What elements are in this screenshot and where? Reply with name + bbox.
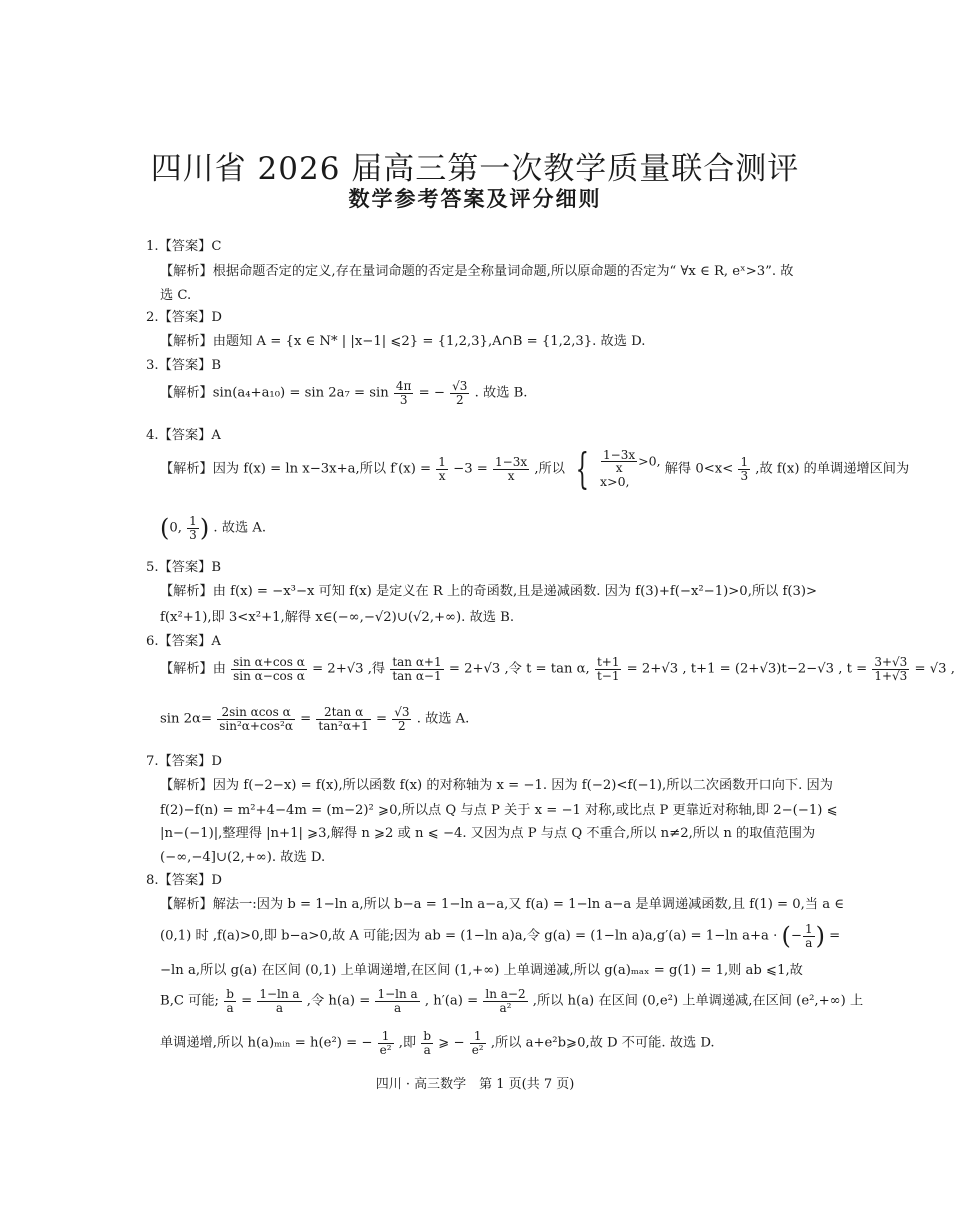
fraction: $\frac{1}{3}$ (189, 513, 197, 542)
q4-explanation-line2: (0, $\frac{1}{3}$ ) . 故选 A. (160, 513, 267, 542)
q8-explanation-line2: (0,1) 时 ,f(a)>0,即 b−a>0,故 A 可能;因为 ab = (1−ln a)a,令 g(a) = (1−ln a)a,g′(a) = 1−ln a+a · (− $\frac{1}{a}$ ) = (160, 921, 841, 950)
fraction: $\frac{\text{tan α+1}}{\text{tan α−1}}$ (392, 655, 442, 683)
fraction: $\frac{1}{x}$ (438, 454, 446, 483)
q2-answer: 2.【答案】D (146, 310, 222, 325)
fraction: $\frac{4\pi}{3}$ (395, 379, 412, 407)
fraction: $\frac{1}{\text{e²}}$ (471, 1029, 484, 1057)
fraction: $\frac{3+√3}{1+√3}$ (874, 655, 908, 683)
fraction: $\frac{\text{1−ln a}}{a}$ (259, 987, 300, 1015)
q1-answer: 1.【答案】C (146, 239, 222, 254)
inequality-system: $\frac{1-3x}{x}$ >0, x>0, (600, 447, 661, 489)
fraction: $\frac{√3}{2}$ (394, 705, 410, 733)
fraction: $\frac{\text{1−ln a}}{a}$ (377, 987, 418, 1015)
q8-explanation-line1: 【解析】解法一:因为 b = 1−ln a,所以 b−a = 1−ln a−a,又 f(a) = 1−ln a−a 是单调递减函数,且 f(1) = 0,当 a ∈ (160, 897, 845, 912)
q3-answer: 3.【答案】B (146, 358, 222, 373)
q5-explanation-line2: f(x²+1),即 3<x²+1,解得 x∈(−∞,−√2)∪(√2,+∞). 故选 B. (160, 610, 515, 625)
q3-explanation: 【解析】sin(a₄+a₁₀) = sin 2a₇ = sin $\frac{4\pi}{3}$ = − $\frac{√3}{2}$ . 故选 B. (160, 379, 528, 407)
fraction: $\frac{b}{a}$ (226, 987, 234, 1015)
q8-explanation-line3: −ln a,所以 g(a) 在区间 (0,1) 上单调递增,在区间 (1,+∞) 上单调递减,所以 g(a)ₘₐₓ = g(1) = 1,则 ab ⩽1,故 (160, 963, 803, 978)
q7-explanation-line4: (−∞,−4]∪(2,+∞). 故选 D. (160, 850, 326, 865)
fraction: $\frac{√3}{2}$ (452, 379, 468, 407)
fraction: $\frac{\text{ln a−2}}{\text{a²}}$ (485, 987, 526, 1015)
fraction: $\frac{t+1}{t-1}$ (596, 655, 620, 683)
left-brace-icon: { (575, 444, 590, 493)
fraction: $\frac{\text{2sin αcos α}}{\text{sin²α+cos²α}}$ (219, 705, 293, 733)
q4-explanation-line1: 【解析】因为 f(x) = ln x−3x+a,所以 f′(x) = $\frac{1}{x}$ −3 = $\frac{1-3x}{x}$ ,所以 { $\frac{1-3x}{x}$ >0, x>0, 解得 0<x< $\frac{1}{3}$ ,故 f(x) 的单调递增区间为 (160, 444, 910, 493)
fraction: $\frac{\text{sin α+cos α}}{\text{sin α−cos α}}$ (233, 655, 305, 683)
q7-answer: 7.【答案】D (146, 754, 222, 769)
page-subtitle: 数学参考答案及评分细则 (348, 187, 602, 211)
q6-answer: 6.【答案】A (146, 634, 221, 649)
q5-answer: 5.【答案】B (146, 560, 222, 575)
fraction: $\frac{\text{2tan α}}{\text{tan²α+1}}$ (318, 705, 369, 733)
page-footer: 四川 · 高三数学 第 1 页(共 7 页) (375, 1077, 575, 1092)
fraction: $\frac{1}{3}$ (740, 454, 749, 483)
q8-explanation-line4: B,C 可能; $\frac{b}{a}$ = $\frac{\text{1−ln a}}{a}$ ,令 h(a) = $\frac{\text{1−ln a}}{a}$ , h′(a) = $\frac{\text{ln a−2}}{\text{a²}}$ ,所以 h(a) 在区间 (0,e²) 上单调递减,在区间 (e²,+∞) 上 (160, 987, 864, 1015)
fraction: $\frac{1}{a}$ (804, 921, 813, 950)
fraction: $\frac{1-3x}{x}$ (495, 454, 528, 483)
q8-answer: 8.【答案】D (146, 873, 222, 888)
q1-explanation-line2: 选 C. (160, 288, 192, 303)
q4-answer: 4.【答案】A (146, 428, 221, 443)
q6-explanation-line2: sin 2α= $\frac{\text{2sin αcos α}}{\text{sin²α+cos²α}}$ = $\frac{\text{2tan α}}{\text{tan²α+1}}$ = $\frac{√3}{2}$ . 故选 A. (160, 705, 470, 733)
fraction: $\frac{b}{a}$ (423, 1029, 431, 1057)
q7-explanation-line1: 【解析】因为 f(−2−x) = f(x),所以函数 f(x) 的对称轴为 x = −1. 因为 f(−2)<f(−1),所以二次函数开口向下. 因为 (160, 778, 833, 793)
q5-explanation-line1: 【解析】由 f(x) = −x³−x 可知 f(x) 是定义在 R 上的奇函数,且是递减函数. 因为 f(3)+f(−x²−1)>0,所以 f(3)> (160, 584, 818, 599)
q1-explanation-line1: 【解析】根据命题否定的定义,存在量词命题的否定是全称量词命题,所以原命题的否定为“ ∀x ∈ R, eˣ>3”. 故 (160, 264, 794, 279)
q2-explanation-line1: 【解析】由题知 A = {x ∈ N* | |x−1| ⩽2} = {1,2,3},A∩B = {1,2,3}. 故选 D. (160, 334, 646, 349)
q7-explanation-line2: f(2)−f(n) = m²+4−4m = (m−2)² ⩾0,所以点 Q 与点 P 关于 x = −1 对称,或比点 P 更靠近对称轴,即 2−(−1) ⩽ (160, 803, 838, 818)
page-title: 四川省 2026 届高三第一次教学质量联合测评 (150, 151, 800, 187)
fraction: $\frac{1}{\text{e²}}$ (379, 1029, 392, 1057)
q8-explanation-line5: 单调递增,所以 h(a)ₘᵢₙ = h(e²) = − $\frac{1}{\text{e²}}$ ,即 $\frac{b}{a}$ ⩾ − $\frac{1}{\text{e²}}$ ,所以 a+e²b⩾0,故 D 不可能. 故选 D. (160, 1029, 715, 1057)
q6-explanation-line1: 【解析】由 $\frac{\text{sin α+cos α}}{\text{sin α−cos α}}$ = 2+√3 ,得 $\frac{\text{tan α+1}}{\text{tan α−1}}$ = 2+√3 ,令 t = tan α, $\frac{t+1}{t-1}$ = 2+√3 , t+1 = (2+√3)t−2−√3 , t = $\frac{3+√3}{1+√3}$ = √3 , (160, 655, 955, 683)
q7-explanation-line3: |n−(−1)|,整理得 |n+1| ⩾3,解得 n ⩾2 或 n ⩽ −4. 又因为点 P 与点 Q 不重合,所以 n≠2,所以 n 的取值范围为 (160, 826, 816, 841)
